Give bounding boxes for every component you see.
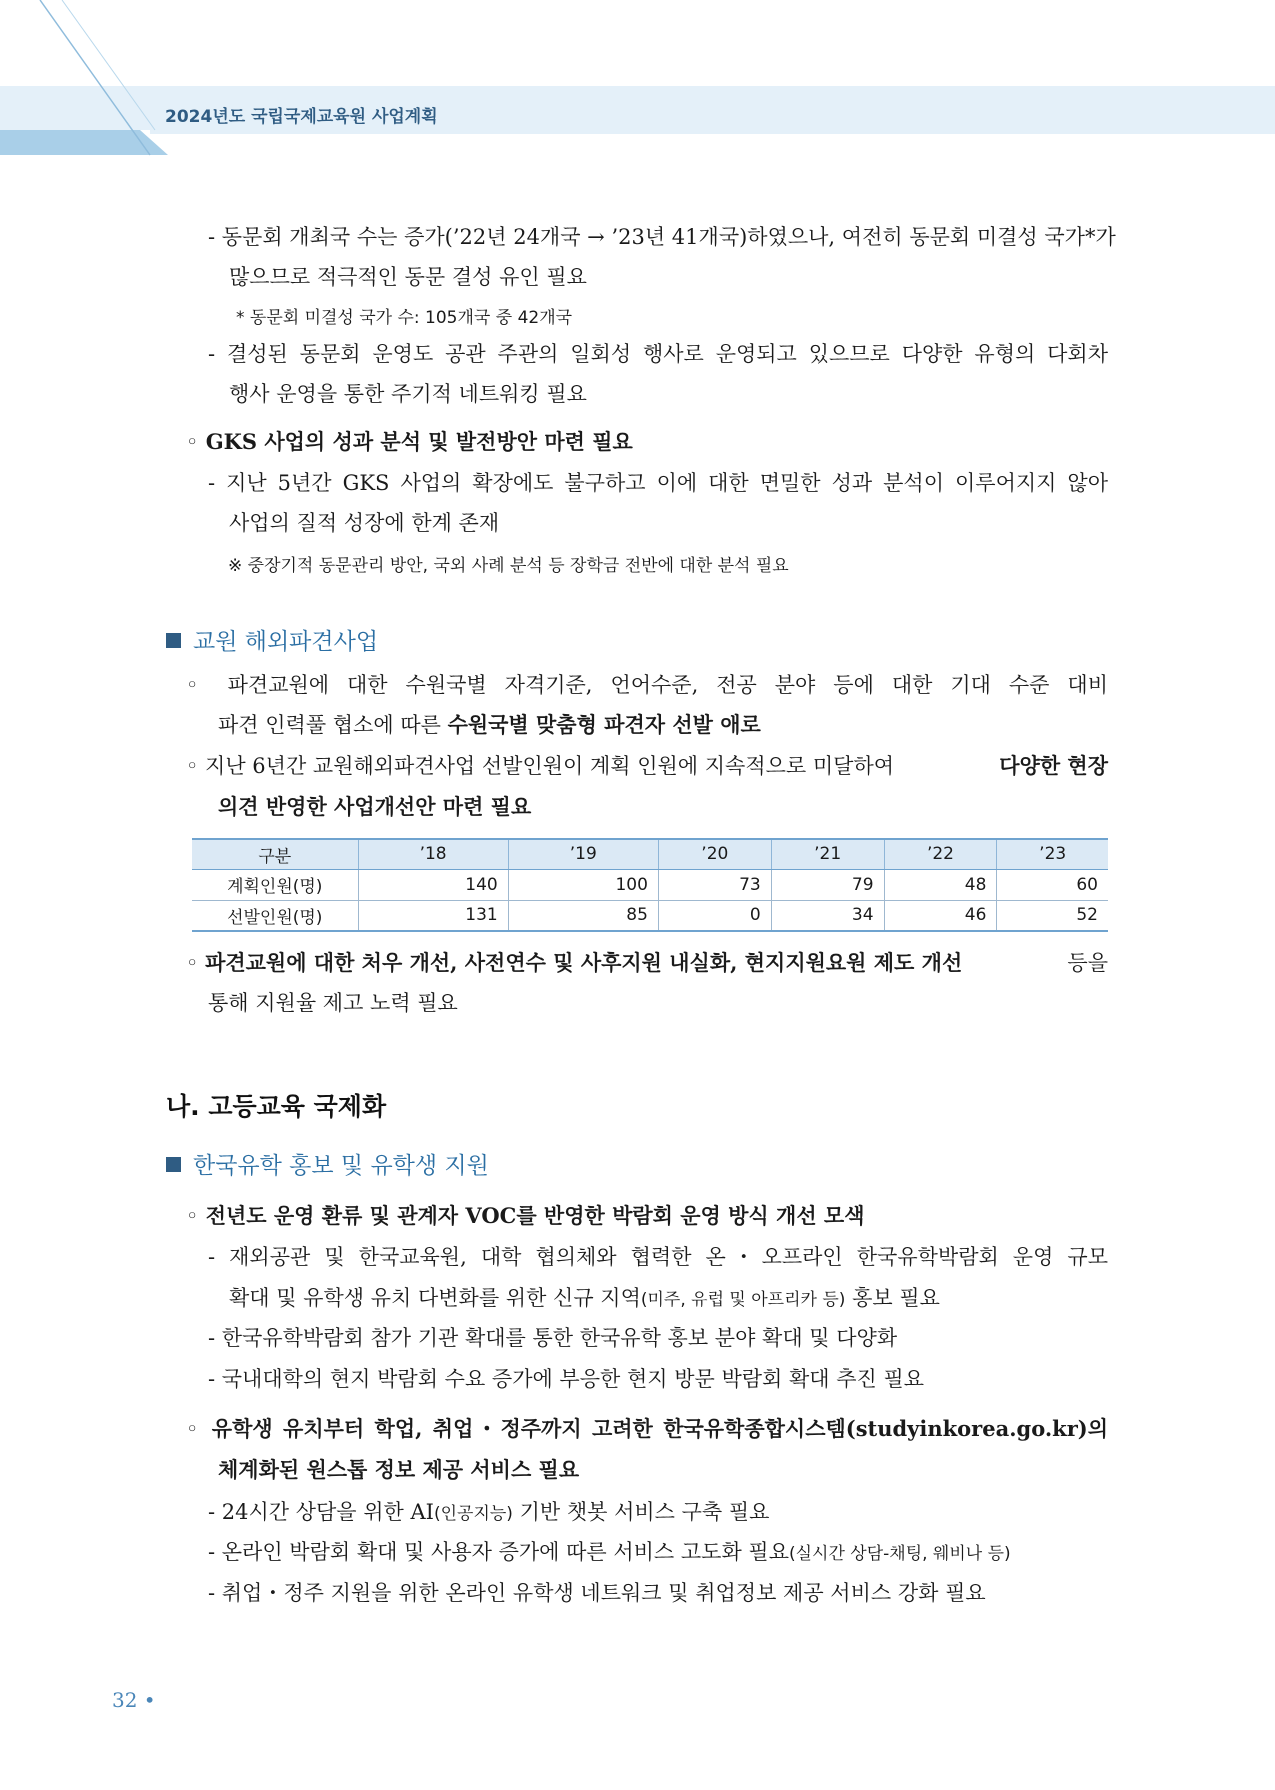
table-header-cell: 구분 [192, 839, 358, 869]
section-heading: 한국유학 홍보 및 유학생 지원 [166, 1147, 489, 1180]
page-number: 32 • [112, 1688, 156, 1712]
table-cell: 140 [358, 869, 508, 900]
square-bullet-icon [166, 1157, 181, 1172]
table-cell: 73 [658, 869, 771, 900]
table-cell: 선발인원(명) [192, 900, 358, 931]
text-line: 의견 반영한 사업개선안 마련 필요 [218, 794, 532, 819]
table-header-cell: ’19 [508, 839, 658, 869]
table-cell: 0 [658, 900, 771, 931]
table-row [192, 869, 1108, 900]
bullet-heading: ◦ 유학생 유치부터 학업, 취업・정주까지 고려한 한국유학종합시스템(studyinkorea.go.kr)의 [186, 1416, 1108, 1441]
table-cell: 100 [508, 869, 658, 900]
dispatch-table [192, 838, 1108, 932]
text-line: - 재외공관 및 한국교육원, 대학 협의체와 협력한 온・오프라인 한국유학박람회 운영 규모 [208, 1245, 1108, 1269]
table-header-cell: ’22 [884, 839, 997, 869]
text-line: 사업의 질적 성장에 한계 존재 [229, 511, 500, 535]
note-line: * 동문회 미결성 국가 수: 105개국 중 42개국 [236, 308, 573, 328]
header-title: 2024년도 국립국제교육원 사업계획 [165, 107, 438, 127]
table-cell: 48 [884, 869, 997, 900]
text-line: 파견 인력풀 협소에 따른 수원국별 맞춤형 파견자 선발 애로 [218, 712, 761, 737]
note-line: ※ 중장기적 동문관리 방안, 국외 사례 분석 등 장학금 전반에 대한 분석 필요 [228, 556, 789, 576]
text-line: - 국내대학의 현지 박람회 수요 증가에 부응한 현지 방문 박람회 확대 추진 필요 [208, 1367, 925, 1391]
table-cell: 85 [508, 900, 658, 931]
text-line: - 24시간 상담을 위한 AI(인공지능) 기반 챗봇 서비스 구축 필요 [208, 1500, 770, 1524]
table-row [192, 900, 1108, 931]
table-cell: 60 [997, 869, 1108, 900]
table-header-cell: ’23 [997, 839, 1108, 869]
table-cell: 46 [884, 900, 997, 931]
table-cell: 52 [997, 900, 1108, 931]
table-header-row [192, 839, 1108, 869]
square-bullet-icon [166, 633, 181, 648]
text-line: - 취업・정주 지원을 위한 온라인 유학생 네트워크 및 취업정보 제공 서비스 강화 필요 [208, 1581, 986, 1605]
text-line: - 지난 5년간 GKS 사업의 확장에도 불구하고 이에 대한 면밀한 성과 분석이 이루어지지 않아 [208, 471, 1108, 495]
chapter-title: 나. 고등교육 국제화 [166, 1092, 387, 1121]
text-line: 통해 지원율 제고 노력 필요 [208, 991, 458, 1015]
table-header-cell: ’21 [771, 839, 884, 869]
text-line: ◦ 지난 6년간 교원해외파견사업 선발인원이 계획 인원에 지속적으로 미달하여 다양한 현장 [186, 753, 1108, 778]
bullet-heading: ◦ GKS 사업의 성과 분석 및 발전방안 마련 필요 [186, 429, 633, 454]
text-line: - 결성된 동문회 운영도 공관 주관의 일회성 행사로 운영되고 있으므로 다양한 유형의 다회차 [208, 342, 1108, 366]
header-decoration [0, 0, 1275, 160]
text-line: - 동문회 개최국 수는 증가(’22년 24개국 → ’23년 41개국)하였으나, 여전히 동문회 미결성 국가*가 [208, 225, 1116, 249]
text-line: 체계화된 원스톱 정보 제공 서비스 필요 [218, 1457, 580, 1482]
table-cell: 34 [771, 900, 884, 931]
table-cell: 계획인원(명) [192, 869, 358, 900]
text-line: 행사 운영을 통한 주기적 네트워킹 필요 [229, 382, 587, 406]
text-line: ◦ 파견교원에 대한 처우 개선, 사전연수 및 사후지원 내실화, 현지지원요원 제도 개선 등을 [186, 950, 1108, 975]
text-line: - 한국유학박람회 참가 기관 확대를 통한 한국유학 홍보 분야 확대 및 다양화 [208, 1326, 898, 1350]
text-line: 많으므로 적극적인 동문 결성 유인 필요 [229, 265, 587, 289]
table-header-cell: ’18 [358, 839, 508, 869]
bullet-heading: ◦ 전년도 운영 환류 및 관계자 VOC를 반영한 박람회 운영 방식 개선 모색 [186, 1203, 865, 1228]
table-cell: 131 [358, 900, 508, 931]
text-line: 확대 및 유학생 유치 다변화를 위한 신규 지역(미주, 유럽 및 아프리카 등) 홍보 필요 [229, 1286, 940, 1310]
table-cell: 79 [771, 869, 884, 900]
text-line: ◦ 파견교원에 대한 수원국별 자격기준, 언어수준, 전공 분야 등에 대한 기대 수준 대비 [186, 673, 1108, 697]
section-heading: 교원 해외파견사업 [166, 623, 378, 656]
table-header-cell: ’20 [658, 839, 771, 869]
text-line: - 온라인 박람회 확대 및 사용자 증가에 따른 서비스 고도화 필요(실시간 상담-채팅, 웨비나 등) [208, 1540, 1011, 1564]
